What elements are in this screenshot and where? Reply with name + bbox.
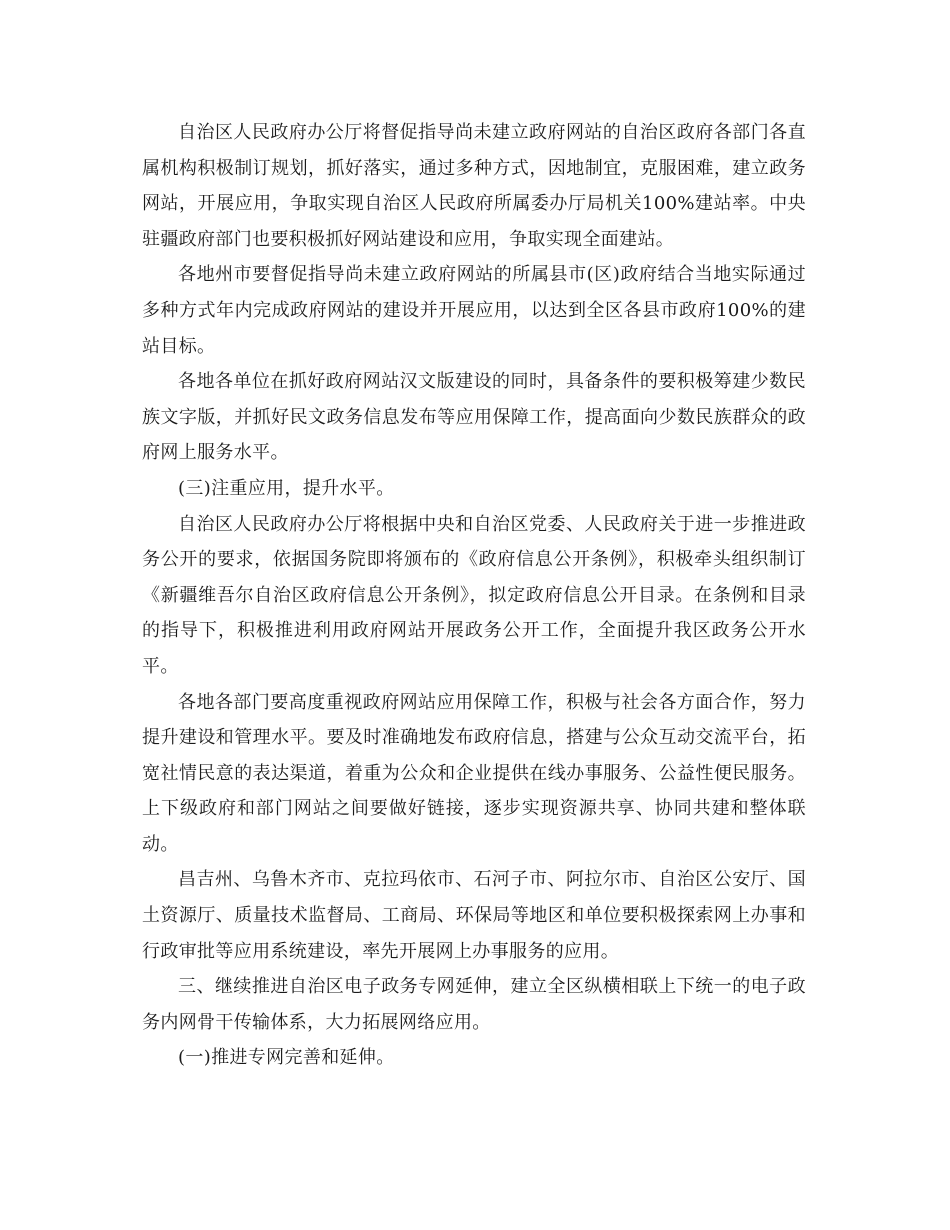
- section-heading-egovernment-network: 三、继续推进自治区电子政务专网延伸，建立全区纵横相联上下统一的电子政务内网骨干传输体系，大力拓展网络应用。: [142, 976, 806, 1033]
- paragraph-online-services-pilot: 昌吉州、乌鲁木齐市、克拉玛依市、石河子市、阿拉尔市、自治区公安厅、国土资源厅、质量技术监督局、工商局、环保局等地区和单位要积极探索网上办事和行政审批等应用系统建设，率先开展网上办事服务的应用。: [142, 869, 806, 962]
- document-body: [142, 115, 806, 1076]
- paragraph-minority-language-edition: 各地各单位在抓好政府网站汉文版建设的同时，具备条件的要积极筹建少数民族文字版，并抓好民文政务信息发布等应用保障工作，提高面向少数民族群众的政府网上服务水平。: [142, 371, 806, 464]
- paragraph-website-application-support: 各地各部门要高度重视政府网站应用保障工作，积极与社会各方面合作，努力提升建设和管理水平。要及时准确地发布政府信息，搭建与公众互动交流平台，拓宽社情民意的表达渠道，着重为公众和企业提供在线办事服务、公益性便民服务。上下级政府和部门网站之间要做好链接，逐步实现资源共享、协同共建和整体联动。: [142, 691, 806, 855]
- section-heading-focus-on-application: (三)注重应用，提升水平。: [178, 477, 395, 499]
- paragraph-government-information-disclosure: 自治区人民政府办公厅将根据中央和自治区党委、人民政府关于进一步推进政务公开的要求，依据国务院即将颁布的《政府信息公开条例》，积极牵头组织制订《新疆维吾尔自治区政府信息公开条例》，拟定政府信息公开目录。在条例和目录的指导下，积极推进利用政府网站开展政务公开工作，全面提升我区政务公开水平。: [142, 513, 806, 677]
- subsection-heading-network-extension: (一)推进专网完善和延伸。: [178, 1047, 395, 1069]
- paragraph-website-construction-departments: 自治区人民政府办公厅将督促指导尚未建立政府网站的自治区政府各部门各直属机构积极制订规划，抓好落实，通过多种方式，因地制宜，克服困难，建立政务网站，开展应用，争取实现自治区人民政府所属委办厅局机关100%建站率。中央驻疆政府部门也要积极抓好网站建设和应用，争取实现全面建站。: [142, 122, 806, 250]
- paragraph-prefecture-websites: 各地州市要督促指导尚未建立政府网站的所属县市(区)政府结合当地实际通过多种方式年内完成政府网站的建设并开展应用，以达到全区各县市政府100%的建站目标。: [142, 264, 806, 357]
